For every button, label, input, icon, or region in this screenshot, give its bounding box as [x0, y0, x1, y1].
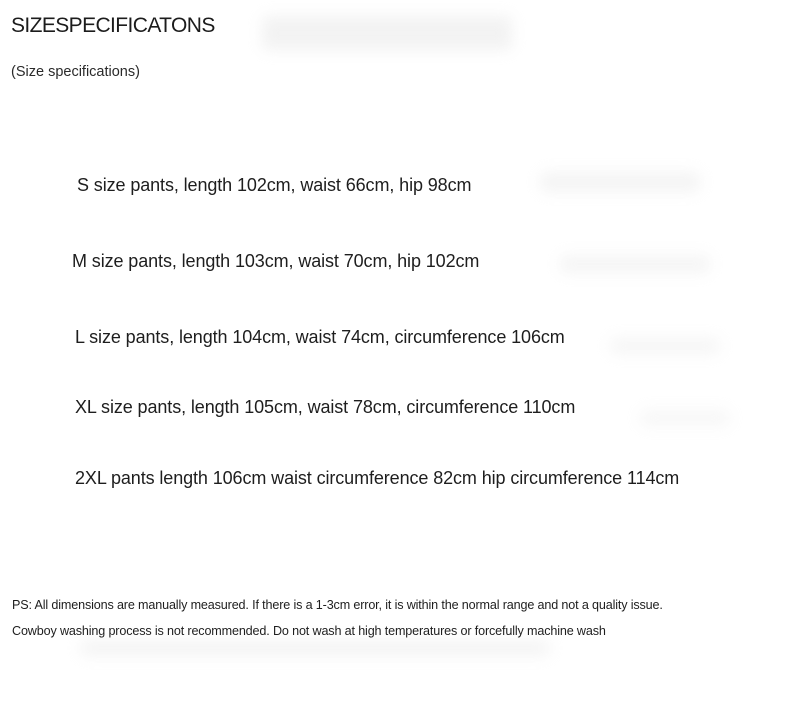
faded-background-text [540, 172, 700, 192]
size-spec-2xl: 2XL pants length 106cm waist circumference 82cm hip circumference 114cm [75, 468, 680, 488]
faded-background-text [640, 410, 730, 426]
size-spec-l: L size pants, length 104cm, waist 74cm, circumference 106cm [75, 327, 565, 347]
faded-background-text [262, 16, 512, 50]
faded-background-text [80, 640, 550, 656]
size-spec-xl: XL size pants, length 105cm, waist 78cm, circumference 110cm [75, 397, 576, 417]
faded-background-text [610, 338, 720, 354]
page-subtitle: (Size specifications) [11, 64, 140, 80]
size-spec-s: S size pants, length 102cm, waist 66cm, hip 98cm [77, 175, 472, 195]
measurement-note: PS: All dimensions are manually measured. If there is a 1-3cm error, it is within the normal range and not a quality issue. [12, 598, 663, 612]
page-title: SIZESPECIFICATONS [11, 14, 215, 37]
faded-background-text [560, 255, 710, 273]
washing-note: Cowboy washing process is not recommended. Do not wash at high temperatures or forcefully machine wash [12, 624, 606, 638]
size-spec-m: M size pants, length 103cm, waist 70cm, hip 102cm [72, 251, 480, 271]
